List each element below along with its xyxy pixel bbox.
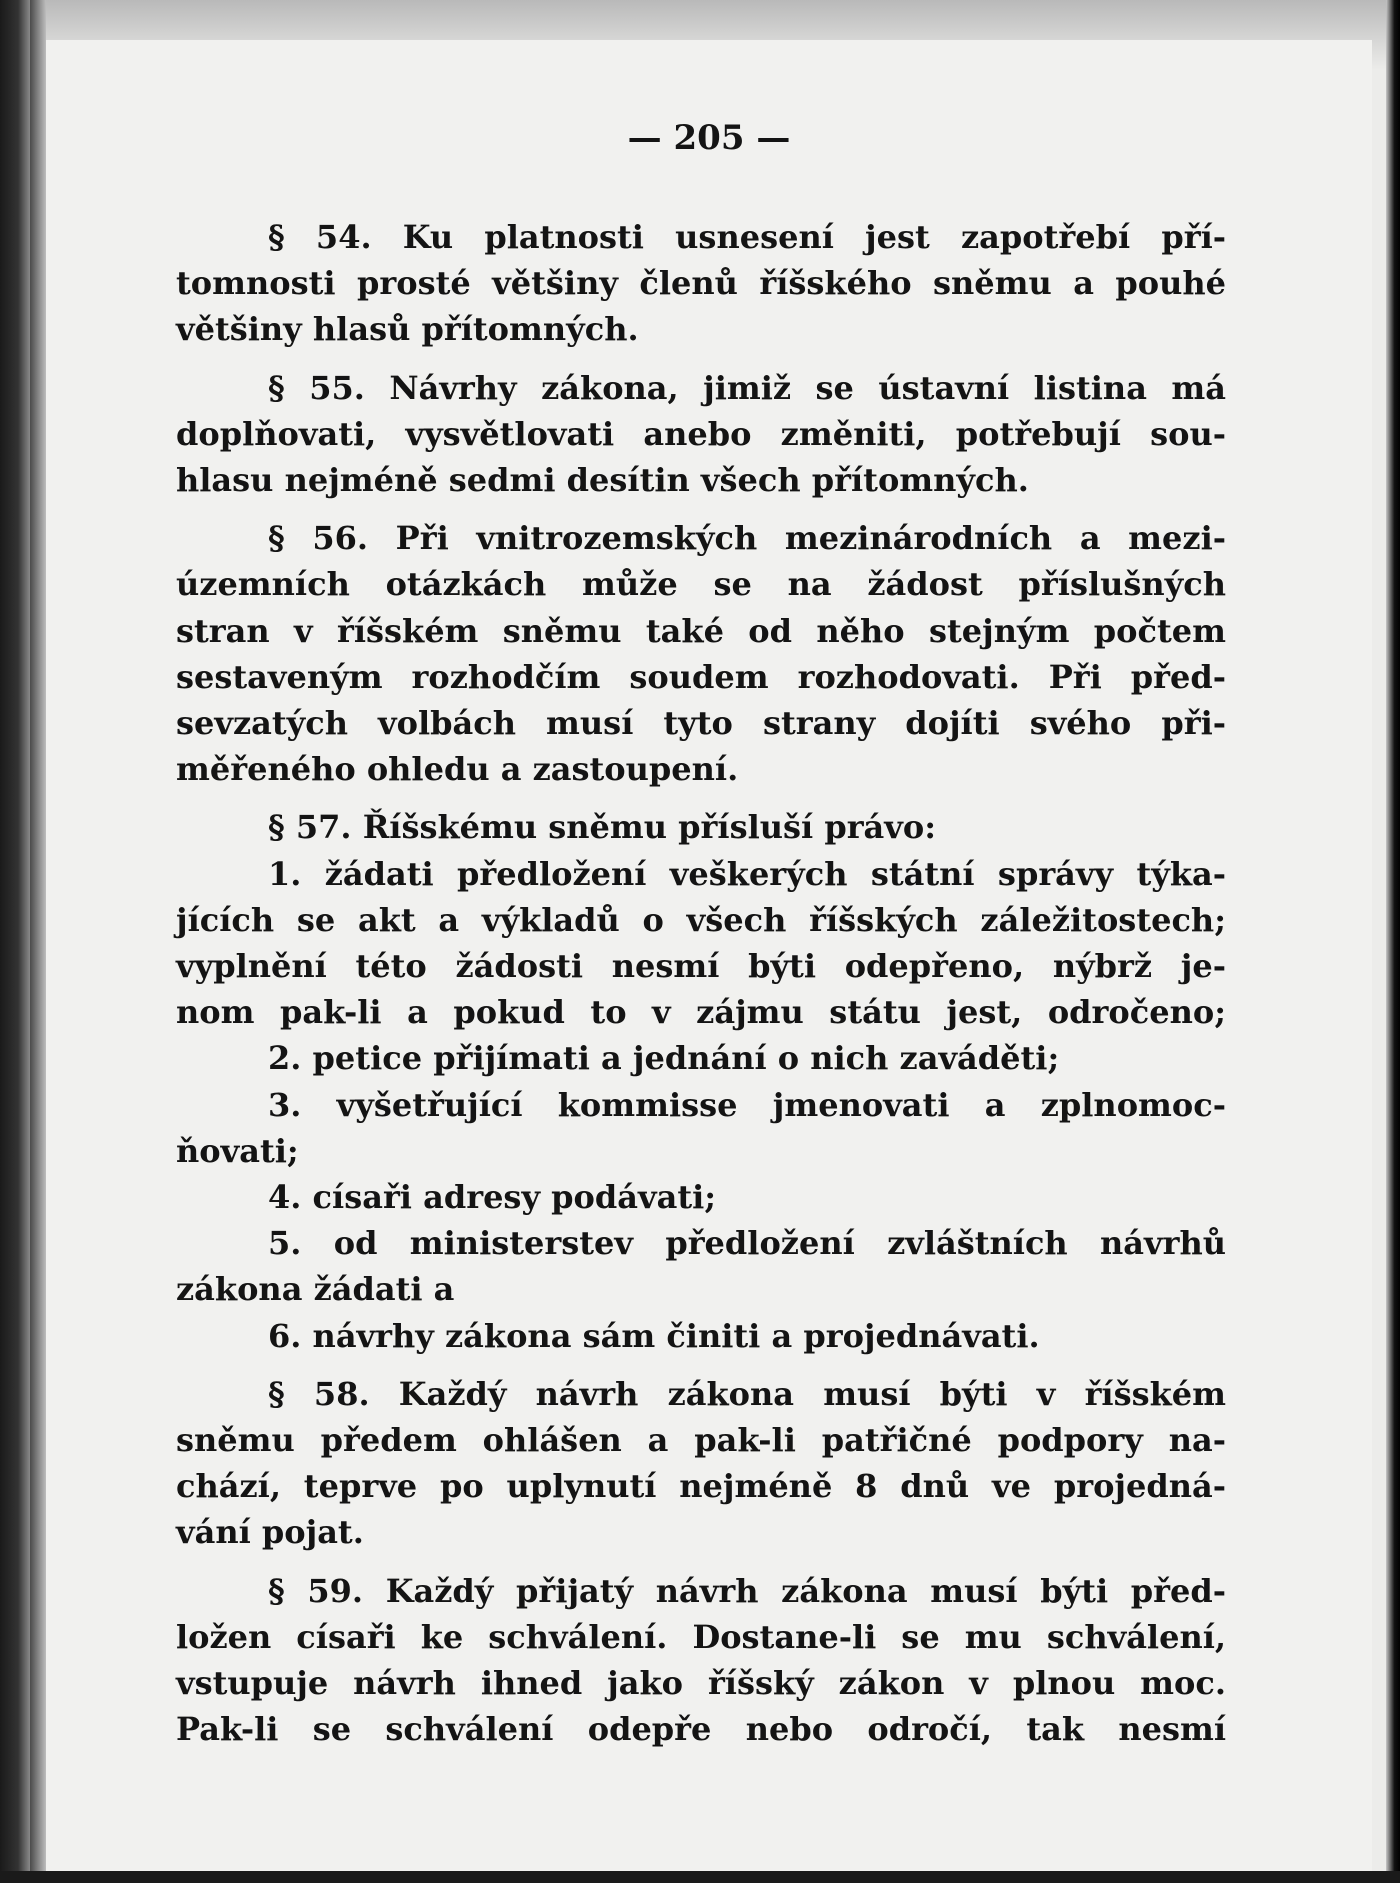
page-number: — 205 — bbox=[627, 118, 791, 158]
page-bottom-edge bbox=[0, 1871, 1400, 1883]
text-line: chází, teprve po uplynutí nejméně 8 dnů ve projedná- bbox=[176, 1467, 1226, 1506]
text-line: jících se akt a výkladů o všech říšských záležitostech; bbox=[176, 900, 1226, 939]
text-line: § 58. Každý návrh zákona musí býti v říšském bbox=[268, 1374, 1226, 1413]
text-line: ložen císaři ke schválení. Dostane-li se mu schválení, bbox=[176, 1617, 1226, 1656]
text-line: sestaveným rozhodčím soudem rozhodovati. Při před- bbox=[176, 657, 1226, 696]
text-line: vstupuje návrh ihned jako říšský zákon v plnou moc. bbox=[176, 1664, 1226, 1703]
list-item-3 bbox=[176, 1082, 1226, 1174]
book-page bbox=[46, 40, 1372, 1871]
text-line: Pak-li se schválení odepře nebo odročí, tak nesmí bbox=[176, 1710, 1226, 1749]
list-item-5 bbox=[176, 1220, 1226, 1312]
text-line: většiny hlasů přítomných. bbox=[176, 310, 639, 349]
text-line: 3. vyšetřující kommisse jmenovati a zplnomoc- bbox=[268, 1085, 1226, 1124]
book-gutter bbox=[30, 0, 46, 1883]
text-line: sněmu předem ohlášen a pak-li patřičné podpory na- bbox=[176, 1421, 1226, 1460]
text-line: § 55. Návrhy zákona, jimiž se ústavní listina má bbox=[268, 368, 1226, 407]
text-line: stran v říšském sněmu také od něho stejným počtem bbox=[176, 611, 1226, 650]
text-line: § 59. Každý přijatý návrh zákona musí býti před- bbox=[268, 1571, 1226, 1610]
text-line: vyplnění této žádosti nesmí býti odepřeno, nýbrž je- bbox=[176, 947, 1226, 986]
body-text bbox=[176, 214, 1226, 1753]
text-line: 6. návrhy zákona sám činiti a projednávati. bbox=[268, 1316, 1040, 1355]
paragraph-58 bbox=[176, 1371, 1226, 1556]
list-item-2 bbox=[176, 1035, 1226, 1081]
text-line: § 57. Říšskému sněmu přísluší právo: bbox=[268, 808, 937, 847]
list-item-1 bbox=[176, 851, 1226, 1036]
paragraph-56 bbox=[176, 515, 1226, 792]
paragraph-59 bbox=[176, 1568, 1226, 1753]
text-line: 5. od ministerstev předložení zvláštních návrhů bbox=[268, 1224, 1226, 1263]
book-binding-shadow bbox=[0, 0, 30, 1883]
paragraph-57 bbox=[176, 804, 1226, 850]
text-line: § 56. Při vnitrozemských mezinárodních a mezi- bbox=[268, 519, 1226, 558]
paragraph-55 bbox=[176, 365, 1226, 504]
list-item-6 bbox=[176, 1313, 1226, 1359]
text-line: sevzatých volbách musí tyto strany dojíti svého při- bbox=[176, 704, 1226, 743]
text-line: tomnosti prosté většiny členů říšského sněmu a pouhé bbox=[176, 264, 1226, 303]
text-line: 1. žádati předložení veškerých státní správy týka- bbox=[268, 854, 1226, 893]
text-line: doplňovati, vysvětlovati anebo změniti, potřebují sou- bbox=[176, 414, 1226, 453]
text-line: ňovati; bbox=[176, 1131, 299, 1170]
text-line: měřeného ohledu a zastoupení. bbox=[176, 750, 739, 789]
text-line: hlasu nejméně sedmi desítin všech přítomných. bbox=[176, 461, 1029, 500]
text-line: zákona žádati a bbox=[176, 1270, 455, 1309]
page-right-edge bbox=[1386, 0, 1400, 1883]
text-line: vání pojat. bbox=[176, 1513, 364, 1552]
text-line: § 54. Ku platnosti usnesení jest zapotřebí pří- bbox=[268, 218, 1226, 256]
text-line: 2. petice přijímati a jednání o nich zaváděti; bbox=[268, 1039, 1060, 1078]
paragraph-54 bbox=[176, 214, 1226, 353]
text-line: nom pak-li a pokud to v zájmu státu jest, odročeno; bbox=[176, 993, 1226, 1032]
text-line: územních otázkách může se na žádost příslušných bbox=[176, 565, 1226, 604]
text-line: 4. císaři adresy podávati; bbox=[268, 1178, 717, 1217]
list-item-4 bbox=[176, 1174, 1226, 1220]
